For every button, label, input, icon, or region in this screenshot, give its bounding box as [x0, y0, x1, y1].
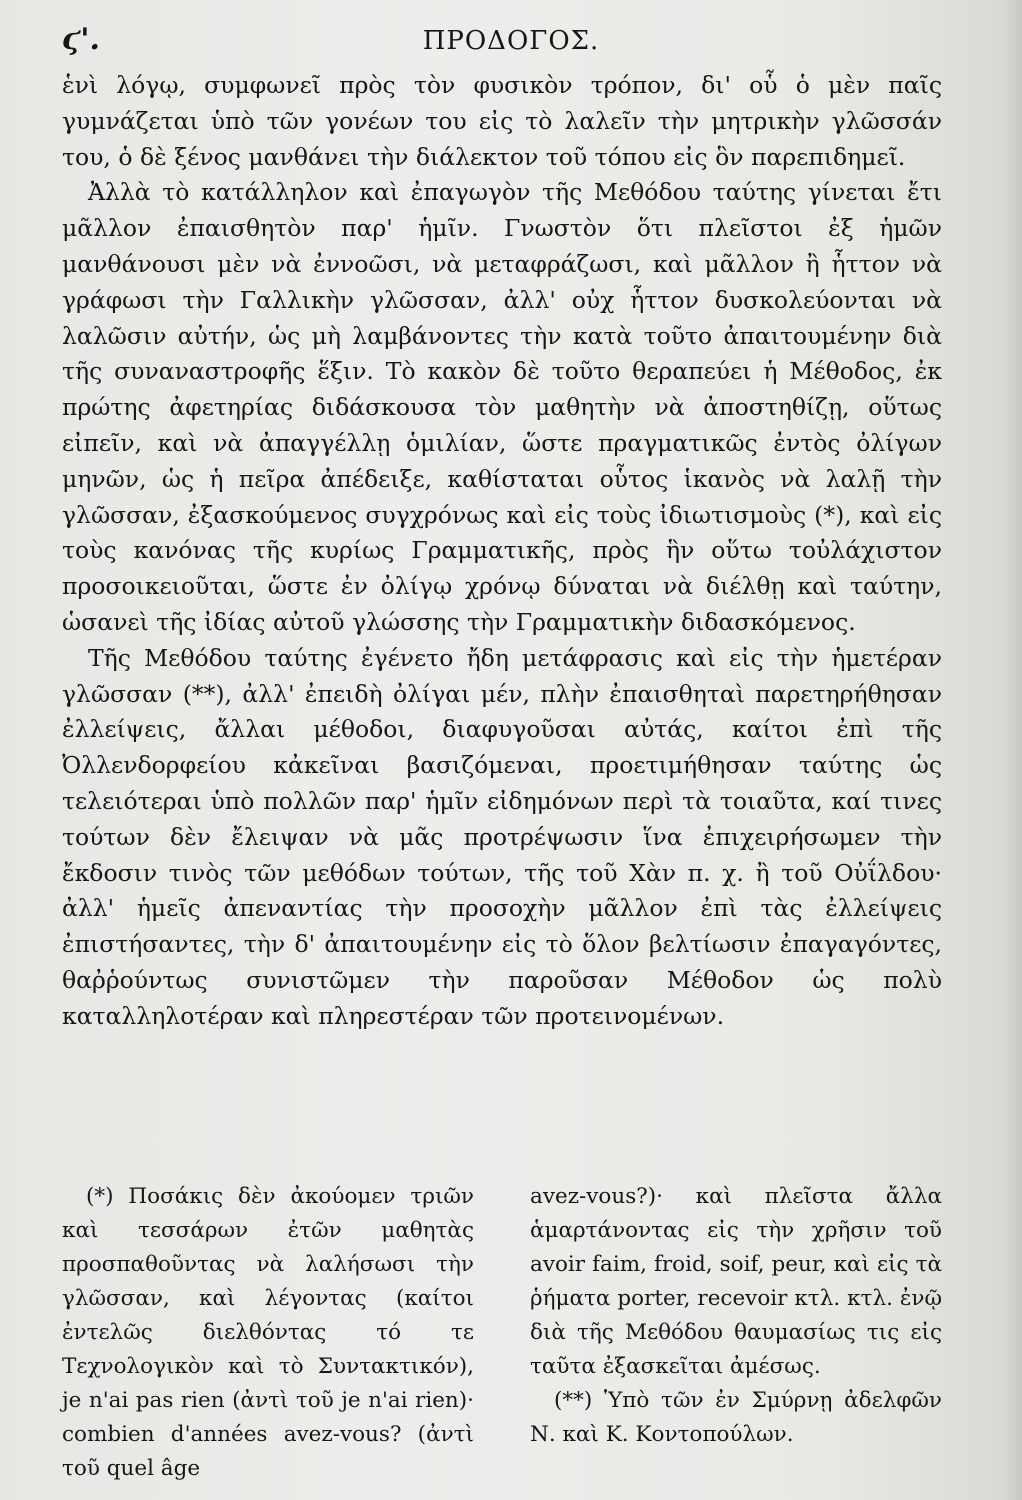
- footnote-1: (*) Ποσάκις δὲν ἀκούομεν τριῶν καὶ τεσσάρων ἐτῶν μαθητὰς προσπαθοῦντας νὰ λαλήσωσι τὴν γλῶσσαν, καὶ λέγοντας (καίτοι ἐντελῶς διελθόντας τό τε Τεχνολογικὸν καὶ τὸ Συντακτικόν), je n'ai pas rien (ἀντὶ τοῦ je n'ai rien)· combien d'années avez-vous? (ἀντὶ τοῦ quel âge: [62, 1184, 474, 1481]
- paragraph-2: Ἀλλὰ τὸ κατάλληλον καὶ ἐπαγωγὸν τῆς Μεθόδου ταύτης γίνεται ἔτι μᾶλλον ἐπαισθητὸν παρ' ἡμῖν. Γνωστὸν ὅτι πλεῖστοι ἐξ ἡμῶν μανθάνουσι μὲν νὰ ἐννοῶσι, νὰ μεταφράζωσι, καὶ μᾶλλον ἢ ἧττον νὰ γράφωσι τὴν Γαλλικὴν γλῶσσαν, ἀλλ' οὐχ ἧττον δυσκολεύονται νὰ λαλῶσιν αὐτήν, ὡς μὴ λαμβάνοντες τὴν κατὰ τοῦτο ἀπαιτουμένην διὰ τῆς συναναστροφῆς ἕξιν. Τὸ κακὸν δὲ τοῦτο θεραπεύει ἡ Μέθοδος, ἐκ πρώτης ἀφετηρίας διδάσκουσα τὸν μαθητὴν νὰ ἀποστηθίζῃ, οὕτως εἰπεῖν, καὶ νὰ ἀπαγγέλλῃ ὁμιλίαν, ὥστε πραγματικῶς ἐντὸς ὀλίγων μηνῶν, ὡς ἡ πεῖρα ἀπέδειξε, καθίσταται οὗτος ἱκανὸς νὰ λαλῇ τὴν γλῶσσαν, ἐξασκούμενος συγχρόνως καὶ εἰς τοὺς ἰδιωτισμοὺς (*), καὶ εἰς τοὺς κανόνας τῆς κυρίως Γραμματικῆς, πρὸς ἣν οὕτω τοὐλάχιστον προσοικειοῦται, ὥστε ἐν ὀλίγῳ χρόνῳ δύναται νὰ διέλθῃ καὶ ταύτην, ὡσανεὶ τῆς ἰδίας αὐτοῦ γλώσσης τὴν Γραμματικὴν διδασκόμενος.: [62, 178, 942, 636]
- main-text: [62, 68, 942, 1035]
- footnotes: [62, 1180, 942, 1486]
- running-title: ΠΡΟΔΟΓΟΣ.: [422, 26, 600, 56]
- paragraph-3: Τῆς Μεθόδου ταύτης ἐγένετο ἤδη μετάφρασις καὶ εἰς τὴν ἡμετέραν γλῶσσαν (**), ἀλλ' ἐπειδὴ ὀλίγαι μέν, πλὴν ἐπαισθηταὶ παρετηρήθησαν ἐλλείψεις, ἄλλαι μέθοδοι, διαφυγοῦσαι αὐτάς, καίτοι ἐπὶ τῆς Ὀλλενδορφείου κἀκεῖναι βασιζόμεναι, προετιμήθησαν ταύτης ὡς τελειότεραι ὑπὸ πολλῶν παρ' ἡμῖν εἰδημόνων περὶ τὰ τοιαῦτα, καί τινες τούτων δὲν ἔλειψαν νὰ μᾶς προτρέψωσιν ἵνα ἐπιχειρήσωμεν τὴν ἔκδοσιν τινὸς τῶν μεθόδων τούτων, τῆς τοῦ Χὰν π. χ. ἢ τοῦ Οὐΐλδου· ἀλλ' ἡμεῖς ἀπεναντίας τὴν προσοχὴν μᾶλλον ἐπὶ τὰς ἐλλείψεις ἐπιστήσαντες, τὴν δ' ἀπαιτουμένην εἰς τὸ ὅλον βελτίωσιν ἐπαγαγόντες, θαῤῥούντως συνιστῶμεν τὴν παροῦσαν Μέθοδον ὡς πολὺ καταλληλοτέραν καὶ πληρεστέραν τῶν προτεινομένων.: [62, 643, 942, 1030]
- paragraph-1: ἑνὶ λόγῳ, συμφωνεῖ πρὸς τὸν φυσικὸν τρόπον, δι' οὗ ὁ μὲν παῖς γυμνάζεται ὑπὸ τῶν γονέων του εἰς τὸ λαλεῖν τὴν μητρικὴν γλῶσσάν του, ὁ δὲ ξένος μανθάνει τὴν διάλεκτον τοῦ τόπου εἰς ὃν παρεπιδημεῖ.: [62, 71, 942, 171]
- scan-edge-shadow: [1000, 0, 1022, 1500]
- footnote-column-left: [62, 1180, 474, 1486]
- page-header: [62, 22, 960, 66]
- footnote-1-continued: avez-vous?)· καὶ πλεῖστα ἄλλα ἁμαρτάνοντας εἰς τὴν χρῆσιν τοῦ avoir faim, froid, soif, peur, καὶ εἰς τὰ ῥήματα porter, recevoir κτλ. κτλ. ἐνῷ διὰ τῆς Μεθόδου θαυμασίως τις εἰς ταῦτα ἐξασκεῖται ἀμέσως.: [530, 1184, 942, 1379]
- page-number: ϛ'.: [62, 22, 100, 57]
- footnote-2: (**) Ὑπὸ τῶν ἐν Σμύρνῃ ἀδελφῶν Ν. καὶ Κ. Κοντοπούλων.: [530, 1388, 942, 1447]
- footnote-column-right: [530, 1180, 942, 1486]
